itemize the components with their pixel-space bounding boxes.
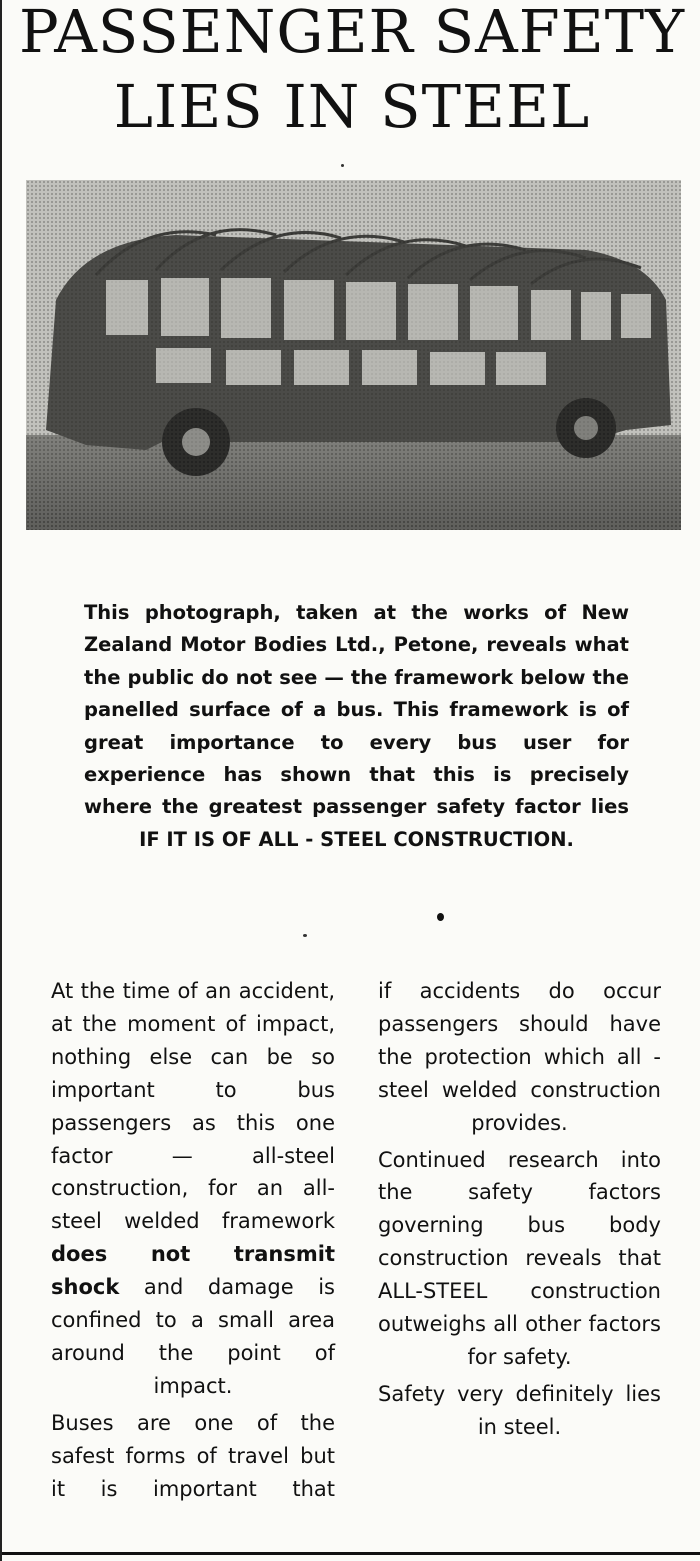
print-speck xyxy=(341,164,344,167)
body-column-left xyxy=(51,975,335,1510)
caption-text: This photograph, taken at the works of New Zealand Motor Bodies Ltd., Petone, reveals what the public do not see — the framework below the panelled surface of a bus. This framework is of great importance to every bus user for experience has shown that this is precisely where the greatest passenger safety factor lies xyxy=(84,601,629,819)
body-paragraph: Buses are one of the safest forms of travel but it is important that xyxy=(51,1410,335,1501)
body-paragraph: Safety very definitely lies in steel. xyxy=(378,1381,661,1439)
body-text: and damage is confined to a small area around the point of impact. xyxy=(51,1275,335,1398)
body-paragraph xyxy=(51,975,335,1403)
headline-line-2: LIES IN STEEL xyxy=(113,72,591,141)
headline-line-1: PASSENGER SAFETY xyxy=(18,0,686,66)
separator-dot xyxy=(437,913,444,921)
print-speck xyxy=(303,934,307,937)
caption-emphasis: IF IT IS OF ALL - STEEL CONSTRUCTION. xyxy=(139,827,574,851)
bus-framework-photo xyxy=(26,180,681,530)
body-bold-text: does not transmit shock xyxy=(51,1242,335,1300)
body-paragraph: Continued research into the safety factors governing bus body construction reveals that ALL-STEEL construction outweighs all other factors for safety. xyxy=(378,1147,661,1369)
body-text: At the time of an accident, at the moment of impact, nothing else can be so important to bus passengers as this one factor — all-steel construction, for an all-steel welded framework xyxy=(51,979,335,1234)
body-paragraph: if accidents do occur passengers should have the protection which all - steel welded construction provides. xyxy=(378,979,661,1135)
bottom-rule xyxy=(2,1552,700,1555)
body-column-right xyxy=(378,975,661,1448)
photo-caption xyxy=(84,597,629,856)
